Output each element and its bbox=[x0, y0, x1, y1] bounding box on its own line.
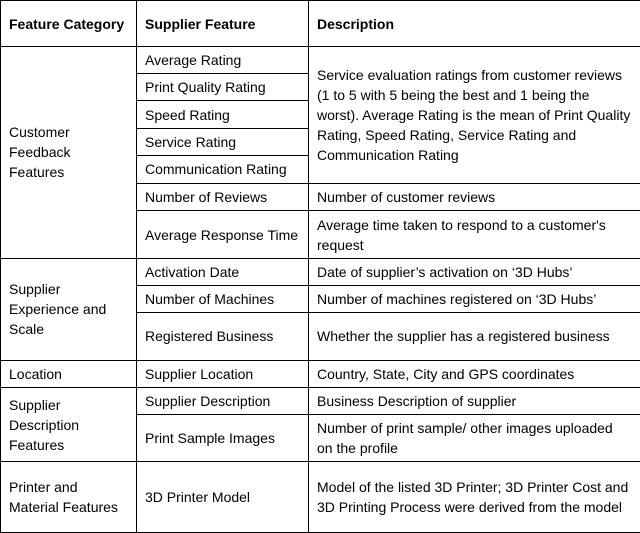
feature-cell: Registered Business bbox=[137, 313, 309, 360]
description-cell: Number of print sample/ other images uploaded on the profile bbox=[309, 414, 640, 461]
description-cell: Date of supplier’s activation on ‘3D Hubs’ bbox=[309, 258, 640, 285]
description-cell: Model of the listed 3D Printer; 3D Printer Cost and 3D Printing Process were derived from the model bbox=[309, 462, 640, 533]
feature-cell: Average Rating bbox=[137, 47, 309, 74]
table-row bbox=[1, 360, 640, 387]
feature-cell: Communication Rating bbox=[137, 155, 309, 183]
feature-cell: Number of Reviews bbox=[137, 184, 309, 211]
feature-cell: Activation Date bbox=[137, 258, 309, 285]
category-cell: Location bbox=[1, 360, 137, 387]
description-cell: Service evaluation ratings from customer reviews (1 to 5 with 5 being the best and 1 being the worst). Average Rating is the mean of Print Quality Rating, Speed Rating, Service Rating and Communication Rating bbox=[309, 47, 640, 184]
description-cell: Number of customer reviews bbox=[309, 184, 640, 211]
feature-cell: Supplier Description bbox=[137, 387, 309, 414]
feature-cell: Speed Rating bbox=[137, 101, 309, 128]
table-row bbox=[1, 462, 640, 533]
description-cell: Business Description of supplier bbox=[309, 387, 640, 414]
category-cell: Supplier Experience and Scale bbox=[1, 258, 137, 360]
feature-cell: Supplier Location bbox=[137, 360, 309, 387]
table-row bbox=[1, 387, 640, 414]
category-cell: Supplier Description Features bbox=[1, 387, 137, 462]
description-cell: Country, State, City and GPS coordinates bbox=[309, 360, 640, 387]
feature-cell: 3D Printer Model bbox=[137, 462, 309, 533]
table-row bbox=[1, 47, 640, 74]
description-cell: Whether the supplier has a registered business bbox=[309, 313, 640, 360]
feature-cell: Number of Machines bbox=[137, 285, 309, 312]
header-supplier-feature: Supplier Feature bbox=[137, 1, 309, 47]
header-row bbox=[1, 1, 640, 47]
table-row bbox=[1, 258, 640, 285]
feature-cell: Service Rating bbox=[137, 128, 309, 155]
feature-cell: Print Sample Images bbox=[137, 414, 309, 461]
header-description: Description bbox=[309, 1, 640, 47]
category-cell: Printer and Material Features bbox=[1, 462, 137, 533]
description-cell: Average time taken to respond to a customer's request bbox=[309, 211, 640, 258]
description-cell: Number of machines registered on ‘3D Hubs’ bbox=[309, 285, 640, 312]
feature-cell: Average Response Time bbox=[137, 211, 309, 258]
feature-cell: Print Quality Rating bbox=[137, 74, 309, 101]
header-feature-category: Feature Category bbox=[1, 1, 137, 47]
category-cell: Customer Feedback Features bbox=[1, 47, 137, 259]
